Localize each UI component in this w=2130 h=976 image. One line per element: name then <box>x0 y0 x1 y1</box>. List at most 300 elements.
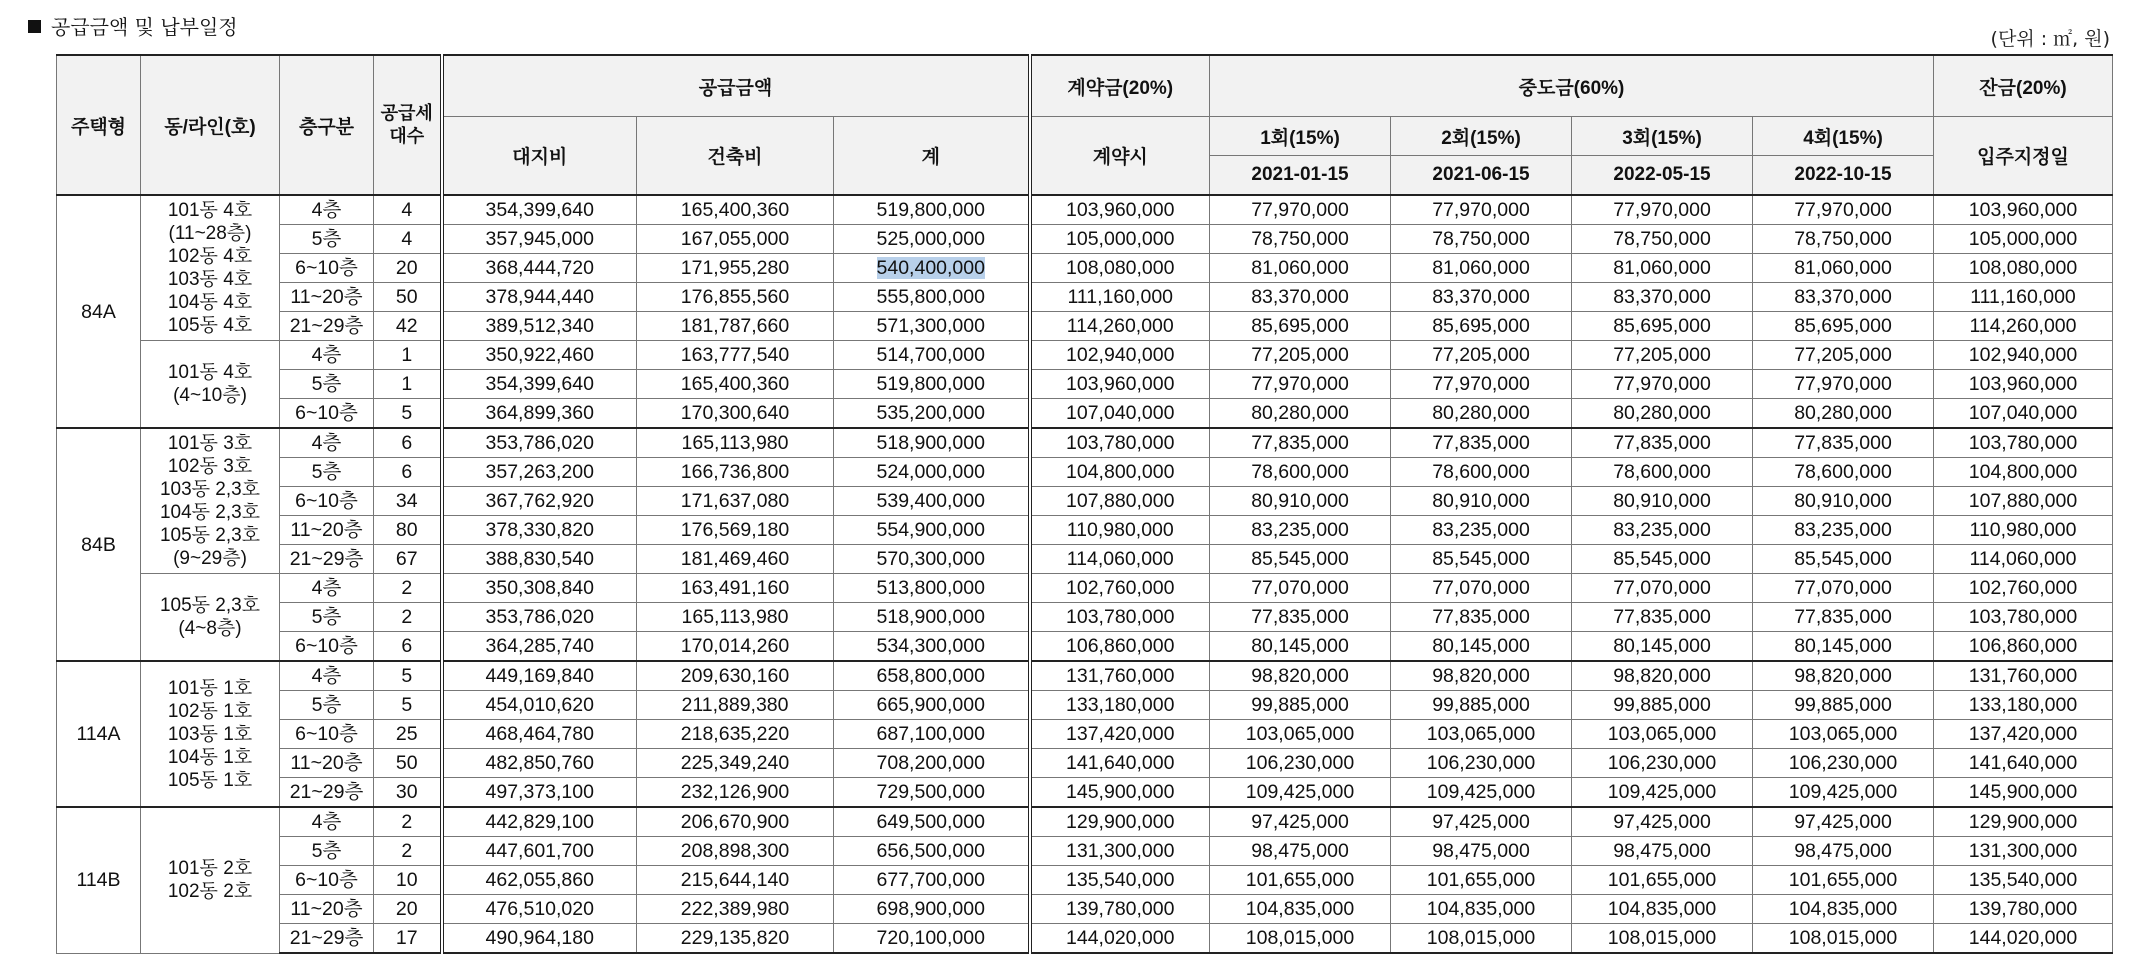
contract-cell: 114,260,000 <box>1030 312 1210 341</box>
table-row <box>57 778 2113 808</box>
units-cell: 50 <box>374 283 442 312</box>
table-row <box>57 691 2113 720</box>
middle-1-cell: 80,145,000 <box>1210 632 1391 662</box>
land-cell: 388,830,540 <box>442 545 637 574</box>
middle-2-cell: 85,545,000 <box>1391 545 1572 574</box>
middle-1-cell: 98,820,000 <box>1210 661 1391 691</box>
land-cell: 350,922,460 <box>442 341 637 370</box>
building-cell: 165,400,360 <box>637 370 834 399</box>
balance-cell: 107,040,000 <box>1934 399 2113 429</box>
table-row <box>57 545 2113 574</box>
land-cell: 389,512,340 <box>442 312 637 341</box>
building-cell: 209,630,160 <box>637 661 834 691</box>
building-cell: 181,469,460 <box>637 545 834 574</box>
middle-2-cell: 77,970,000 <box>1391 195 1572 225</box>
square-bullet-icon <box>28 20 41 33</box>
balance-cell: 106,860,000 <box>1934 632 2113 662</box>
header-units: 공급세대수 <box>374 55 442 195</box>
contract-cell: 131,760,000 <box>1030 661 1210 691</box>
middle-3-cell: 83,235,000 <box>1572 516 1753 545</box>
table-row <box>57 254 2113 283</box>
balance-cell: 131,760,000 <box>1934 661 2113 691</box>
floor-cell: 11~20층 <box>280 516 374 545</box>
middle-1-cell: 77,970,000 <box>1210 195 1391 225</box>
middle-2-cell: 83,370,000 <box>1391 283 1572 312</box>
middle-2-cell: 80,280,000 <box>1391 399 1572 429</box>
floor-cell: 6~10층 <box>280 487 374 516</box>
header-m4-date: 2022-10-15 <box>1753 156 1934 196</box>
land-cell: 364,899,360 <box>442 399 637 429</box>
building-cell: 176,855,560 <box>637 283 834 312</box>
table-row <box>57 195 2113 225</box>
middle-2-cell: 80,145,000 <box>1391 632 1572 662</box>
header-m2: 2회(15%) <box>1391 117 1572 156</box>
table-row <box>57 661 2113 691</box>
contract-cell: 103,780,000 <box>1030 603 1210 632</box>
middle-4-cell: 99,885,000 <box>1753 691 1934 720</box>
land-cell: 442,829,100 <box>442 807 637 837</box>
middle-4-cell: 109,425,000 <box>1753 778 1934 808</box>
floor-cell: 4층 <box>280 428 374 458</box>
middle-3-cell: 77,970,000 <box>1572 195 1753 225</box>
total-cell: 535,200,000 <box>834 399 1030 429</box>
header-m4: 4회(15%) <box>1753 117 1934 156</box>
contract-cell: 114,060,000 <box>1030 545 1210 574</box>
middle-3-cell: 85,695,000 <box>1572 312 1753 341</box>
middle-4-cell: 106,230,000 <box>1753 749 1934 778</box>
land-cell: 353,786,020 <box>442 428 637 458</box>
table-row <box>57 574 2113 603</box>
housing-type-cell: 114B <box>57 807 141 953</box>
middle-2-cell: 106,230,000 <box>1391 749 1572 778</box>
building-cell: 166,736,800 <box>637 458 834 487</box>
building-cell: 232,126,900 <box>637 778 834 808</box>
middle-4-cell: 78,600,000 <box>1753 458 1934 487</box>
middle-4-cell: 97,425,000 <box>1753 807 1934 837</box>
middle-4-cell: 77,970,000 <box>1753 370 1934 399</box>
table-row <box>57 866 2113 895</box>
floor-cell: 21~29층 <box>280 312 374 341</box>
middle-2-cell: 81,060,000 <box>1391 254 1572 283</box>
middle-1-cell: 77,205,000 <box>1210 341 1391 370</box>
table-row <box>57 632 2113 662</box>
middle-2-cell: 98,820,000 <box>1391 661 1572 691</box>
middle-3-cell: 99,885,000 <box>1572 691 1753 720</box>
floor-cell: 5층 <box>280 370 374 399</box>
dong-line-cell: 101동 4호 (11~28층) 102동 4호 103동 4호 104동 4호 105동 4호 <box>141 195 280 341</box>
units-cell: 42 <box>374 312 442 341</box>
middle-3-cell: 83,370,000 <box>1572 283 1753 312</box>
middle-1-cell: 104,835,000 <box>1210 895 1391 924</box>
total-cell: 571,300,000 <box>834 312 1030 341</box>
middle-2-cell: 103,065,000 <box>1391 720 1572 749</box>
floor-cell: 11~20층 <box>280 749 374 778</box>
contract-cell: 110,980,000 <box>1030 516 1210 545</box>
middle-4-cell: 101,655,000 <box>1753 866 1934 895</box>
header-housing-type: 주택형 <box>57 55 141 195</box>
middle-4-cell: 77,835,000 <box>1753 428 1934 458</box>
building-cell: 163,491,160 <box>637 574 834 603</box>
middle-4-cell: 81,060,000 <box>1753 254 1934 283</box>
land-cell: 350,308,840 <box>442 574 637 603</box>
balance-cell: 103,960,000 <box>1934 195 2113 225</box>
middle-4-cell: 104,835,000 <box>1753 895 1934 924</box>
table-row <box>57 749 2113 778</box>
land-cell: 354,399,640 <box>442 370 637 399</box>
units-cell: 20 <box>374 895 442 924</box>
middle-4-cell: 78,750,000 <box>1753 225 1934 254</box>
building-cell: 206,670,900 <box>637 807 834 837</box>
middle-3-cell: 78,750,000 <box>1572 225 1753 254</box>
total-cell: 524,000,000 <box>834 458 1030 487</box>
contract-cell: 107,880,000 <box>1030 487 1210 516</box>
total-cell: 539,400,000 <box>834 487 1030 516</box>
building-cell: 170,014,260 <box>637 632 834 662</box>
middle-3-cell: 106,230,000 <box>1572 749 1753 778</box>
contract-cell: 102,940,000 <box>1030 341 1210 370</box>
building-cell: 215,644,140 <box>637 866 834 895</box>
middle-4-cell: 77,970,000 <box>1753 195 1934 225</box>
middle-3-cell: 104,835,000 <box>1572 895 1753 924</box>
header-total: 계 <box>834 117 1030 196</box>
header-balance-sub: 입주지정일 <box>1934 117 2113 196</box>
land-cell: 353,786,020 <box>442 603 637 632</box>
middle-1-cell: 78,600,000 <box>1210 458 1391 487</box>
total-cell: 534,300,000 <box>834 632 1030 662</box>
middle-1-cell: 98,475,000 <box>1210 837 1391 866</box>
land-cell: 449,169,840 <box>442 661 637 691</box>
contract-cell: 135,540,000 <box>1030 866 1210 895</box>
floor-cell: 6~10층 <box>280 632 374 662</box>
middle-4-cell: 80,910,000 <box>1753 487 1934 516</box>
middle-1-cell: 78,750,000 <box>1210 225 1391 254</box>
middle-1-cell: 101,655,000 <box>1210 866 1391 895</box>
units-cell: 34 <box>374 487 442 516</box>
floor-cell: 6~10층 <box>280 866 374 895</box>
table-row <box>57 924 2113 954</box>
total-cell: 555,800,000 <box>834 283 1030 312</box>
header-building: 건축비 <box>637 117 834 196</box>
table-row <box>57 807 2113 837</box>
middle-2-cell: 104,835,000 <box>1391 895 1572 924</box>
table-row <box>57 458 2113 487</box>
floor-cell: 5층 <box>280 691 374 720</box>
middle-1-cell: 109,425,000 <box>1210 778 1391 808</box>
middle-1-cell: 77,835,000 <box>1210 603 1391 632</box>
middle-3-cell: 103,065,000 <box>1572 720 1753 749</box>
table-row <box>57 895 2113 924</box>
units-cell: 1 <box>374 370 442 399</box>
table-row <box>57 225 2113 254</box>
building-cell: 165,400,360 <box>637 195 834 225</box>
balance-cell: 107,880,000 <box>1934 487 2113 516</box>
total-cell: 554,900,000 <box>834 516 1030 545</box>
total-cell: 729,500,000 <box>834 778 1030 808</box>
price-schedule-table <box>56 54 2113 954</box>
middle-4-cell: 98,820,000 <box>1753 661 1934 691</box>
building-cell: 181,787,660 <box>637 312 834 341</box>
header-contract-sub: 계약시 <box>1030 117 1210 196</box>
contract-cell: 133,180,000 <box>1030 691 1210 720</box>
total-cell: 514,700,000 <box>834 341 1030 370</box>
balance-cell: 129,900,000 <box>1934 807 2113 837</box>
dong-line-cell: 101동 4호 (4~10층) <box>141 341 280 429</box>
middle-3-cell: 80,910,000 <box>1572 487 1753 516</box>
floor-cell: 6~10층 <box>280 254 374 283</box>
contract-cell: 108,080,000 <box>1030 254 1210 283</box>
total-cell: 519,800,000 <box>834 370 1030 399</box>
middle-2-cell: 77,835,000 <box>1391 428 1572 458</box>
total-cell: 656,500,000 <box>834 837 1030 866</box>
table-row <box>57 837 2113 866</box>
floor-cell: 6~10층 <box>280 720 374 749</box>
table-body <box>57 195 2113 953</box>
table-row <box>57 312 2113 341</box>
units-cell: 2 <box>374 807 442 837</box>
land-cell: 468,464,780 <box>442 720 637 749</box>
land-cell: 368,444,720 <box>442 254 637 283</box>
middle-2-cell: 97,425,000 <box>1391 807 1572 837</box>
middle-4-cell: 80,280,000 <box>1753 399 1934 429</box>
middle-2-cell: 108,015,000 <box>1391 924 1572 954</box>
contract-cell: 107,040,000 <box>1030 399 1210 429</box>
header-supply-price: 공급금액 <box>442 55 1030 117</box>
middle-4-cell: 77,205,000 <box>1753 341 1934 370</box>
middle-3-cell: 81,060,000 <box>1572 254 1753 283</box>
units-cell: 6 <box>374 458 442 487</box>
middle-1-cell: 77,070,000 <box>1210 574 1391 603</box>
units-cell: 6 <box>374 632 442 662</box>
middle-3-cell: 80,145,000 <box>1572 632 1753 662</box>
middle-4-cell: 80,145,000 <box>1753 632 1934 662</box>
middle-1-cell: 99,885,000 <box>1210 691 1391 720</box>
contract-cell: 144,020,000 <box>1030 924 1210 954</box>
middle-3-cell: 108,015,000 <box>1572 924 1753 954</box>
middle-3-cell: 77,970,000 <box>1572 370 1753 399</box>
middle-3-cell: 98,820,000 <box>1572 661 1753 691</box>
floor-cell: 21~29층 <box>280 545 374 574</box>
dong-line-cell: 101동 3호 102동 3호 103동 2,3호 104동 2,3호 105동 2,3호 (9~29층) <box>141 428 280 574</box>
units-cell: 10 <box>374 866 442 895</box>
building-cell: 163,777,540 <box>637 341 834 370</box>
total-cell: 513,800,000 <box>834 574 1030 603</box>
building-cell: 222,389,980 <box>637 895 834 924</box>
units-cell: 4 <box>374 195 442 225</box>
balance-cell: 103,960,000 <box>1934 370 2113 399</box>
middle-4-cell: 85,545,000 <box>1753 545 1934 574</box>
total-cell <box>834 254 1030 283</box>
housing-type-cell: 84B <box>57 428 141 661</box>
total-cell: 665,900,000 <box>834 691 1030 720</box>
floor-cell: 4층 <box>280 195 374 225</box>
balance-cell: 105,000,000 <box>1934 225 2113 254</box>
floor-cell: 5층 <box>280 458 374 487</box>
dong-line-cell: 105동 2,3호 (4~8층) <box>141 574 280 662</box>
unit-note: (단위 : ㎡, 원) <box>1990 28 2110 50</box>
land-cell: 378,944,440 <box>442 283 637 312</box>
dong-line-cell: 101동 2호 102동 2호 <box>141 807 280 953</box>
building-cell: 165,113,980 <box>637 428 834 458</box>
middle-1-cell: 80,280,000 <box>1210 399 1391 429</box>
selected-text[interactable]: 540,400,000 <box>876 257 985 279</box>
middle-2-cell: 99,885,000 <box>1391 691 1572 720</box>
middle-2-cell: 101,655,000 <box>1391 866 1572 895</box>
units-cell: 17 <box>374 924 442 954</box>
building-cell: 176,569,180 <box>637 516 834 545</box>
middle-3-cell: 98,475,000 <box>1572 837 1753 866</box>
middle-4-cell: 83,235,000 <box>1753 516 1934 545</box>
middle-2-cell: 98,475,000 <box>1391 837 1572 866</box>
balance-cell: 141,640,000 <box>1934 749 2113 778</box>
middle-1-cell: 97,425,000 <box>1210 807 1391 837</box>
middle-2-cell: 78,600,000 <box>1391 458 1572 487</box>
units-cell: 5 <box>374 661 442 691</box>
land-cell: 364,285,740 <box>442 632 637 662</box>
middle-2-cell: 85,695,000 <box>1391 312 1572 341</box>
middle-2-cell: 77,835,000 <box>1391 603 1572 632</box>
contract-cell: 139,780,000 <box>1030 895 1210 924</box>
middle-2-cell: 83,235,000 <box>1391 516 1572 545</box>
total-cell: 519,800,000 <box>834 195 1030 225</box>
floor-cell: 6~10층 <box>280 399 374 429</box>
balance-cell: 137,420,000 <box>1934 720 2113 749</box>
units-cell: 2 <box>374 574 442 603</box>
contract-cell: 105,000,000 <box>1030 225 1210 254</box>
header-land: 대지비 <box>442 117 637 196</box>
middle-3-cell: 77,070,000 <box>1572 574 1753 603</box>
dong-line-cell: 101동 1호 102동 1호 103동 1호 104동 1호 105동 1호 <box>141 661 280 807</box>
middle-2-cell: 109,425,000 <box>1391 778 1572 808</box>
land-cell: 357,263,200 <box>442 458 637 487</box>
balance-cell: 133,180,000 <box>1934 691 2113 720</box>
total-cell: 658,800,000 <box>834 661 1030 691</box>
section-title-text: 공급금액 및 납부일정 <box>51 15 238 39</box>
balance-cell: 144,020,000 <box>1934 924 2113 954</box>
floor-cell: 5층 <box>280 225 374 254</box>
middle-4-cell: 108,015,000 <box>1753 924 1934 954</box>
floor-cell: 11~20층 <box>280 895 374 924</box>
contract-cell: 104,800,000 <box>1030 458 1210 487</box>
contract-cell: 137,420,000 <box>1030 720 1210 749</box>
middle-2-cell: 77,970,000 <box>1391 370 1572 399</box>
building-cell: 171,637,080 <box>637 487 834 516</box>
units-cell: 50 <box>374 749 442 778</box>
land-cell: 497,373,100 <box>442 778 637 808</box>
middle-4-cell: 98,475,000 <box>1753 837 1934 866</box>
middle-2-cell: 78,750,000 <box>1391 225 1572 254</box>
balance-cell: 131,300,000 <box>1934 837 2113 866</box>
floor-cell: 4층 <box>280 574 374 603</box>
total-cell: 677,700,000 <box>834 866 1030 895</box>
header-m2-date: 2021-06-15 <box>1391 156 1572 196</box>
middle-1-cell: 77,970,000 <box>1210 370 1391 399</box>
floor-cell: 21~29층 <box>280 924 374 954</box>
land-cell: 476,510,020 <box>442 895 637 924</box>
building-cell: 229,135,820 <box>637 924 834 954</box>
building-cell: 225,349,240 <box>637 749 834 778</box>
building-cell: 170,300,640 <box>637 399 834 429</box>
land-cell: 490,964,180 <box>442 924 637 954</box>
header-contract: 계약금(20%) <box>1030 55 1210 117</box>
contract-cell: 103,780,000 <box>1030 428 1210 458</box>
housing-type-cell: 114A <box>57 661 141 807</box>
floor-cell: 4층 <box>280 341 374 370</box>
middle-4-cell: 103,065,000 <box>1753 720 1934 749</box>
table-row <box>57 516 2113 545</box>
units-cell: 67 <box>374 545 442 574</box>
total-cell: 687,100,000 <box>834 720 1030 749</box>
contract-cell: 141,640,000 <box>1030 749 1210 778</box>
total-cell: 649,500,000 <box>834 807 1030 837</box>
floor-cell: 4층 <box>280 661 374 691</box>
table-row <box>57 283 2113 312</box>
table-row <box>57 341 2113 370</box>
housing-type-cell: 84A <box>57 195 141 428</box>
units-cell: 1 <box>374 341 442 370</box>
land-cell: 447,601,700 <box>442 837 637 866</box>
middle-3-cell: 97,425,000 <box>1572 807 1753 837</box>
middle-1-cell: 85,695,000 <box>1210 312 1391 341</box>
middle-1-cell: 77,835,000 <box>1210 428 1391 458</box>
header-middle: 중도금(60%) <box>1210 55 1934 117</box>
building-cell: 171,955,280 <box>637 254 834 283</box>
balance-cell: 114,260,000 <box>1934 312 2113 341</box>
units-cell: 2 <box>374 603 442 632</box>
floor-cell: 21~29층 <box>280 778 374 808</box>
middle-3-cell: 77,835,000 <box>1572 603 1753 632</box>
balance-cell: 104,800,000 <box>1934 458 2113 487</box>
total-cell: 720,100,000 <box>834 924 1030 954</box>
middle-1-cell: 103,065,000 <box>1210 720 1391 749</box>
total-cell: 518,900,000 <box>834 428 1030 458</box>
building-cell: 211,889,380 <box>637 691 834 720</box>
units-cell: 80 <box>374 516 442 545</box>
building-cell: 208,898,300 <box>637 837 834 866</box>
units-cell: 5 <box>374 691 442 720</box>
balance-cell: 139,780,000 <box>1934 895 2113 924</box>
middle-3-cell: 78,600,000 <box>1572 458 1753 487</box>
units-cell: 30 <box>374 778 442 808</box>
building-cell: 167,055,000 <box>637 225 834 254</box>
table-row <box>57 399 2113 429</box>
middle-1-cell: 80,910,000 <box>1210 487 1391 516</box>
header-floor: 층구분 <box>280 55 374 195</box>
middle-4-cell: 83,370,000 <box>1753 283 1934 312</box>
floor-cell: 5층 <box>280 837 374 866</box>
table-row <box>57 370 2113 399</box>
land-cell: 354,399,640 <box>442 195 637 225</box>
balance-cell: 103,780,000 <box>1934 428 2113 458</box>
contract-cell: 129,900,000 <box>1030 807 1210 837</box>
middle-1-cell: 106,230,000 <box>1210 749 1391 778</box>
balance-cell: 111,160,000 <box>1934 283 2113 312</box>
balance-cell: 103,780,000 <box>1934 603 2113 632</box>
middle-2-cell: 77,205,000 <box>1391 341 1572 370</box>
table-row <box>57 487 2113 516</box>
middle-3-cell: 85,545,000 <box>1572 545 1753 574</box>
building-cell: 218,635,220 <box>637 720 834 749</box>
units-cell: 25 <box>374 720 442 749</box>
middle-1-cell: 83,235,000 <box>1210 516 1391 545</box>
header-m3-date: 2022-05-15 <box>1572 156 1753 196</box>
floor-cell: 11~20층 <box>280 283 374 312</box>
land-cell: 454,010,620 <box>442 691 637 720</box>
land-cell: 462,055,860 <box>442 866 637 895</box>
contract-cell: 145,900,000 <box>1030 778 1210 808</box>
middle-3-cell: 101,655,000 <box>1572 866 1753 895</box>
section-title <box>28 12 238 42</box>
middle-4-cell: 77,070,000 <box>1753 574 1934 603</box>
